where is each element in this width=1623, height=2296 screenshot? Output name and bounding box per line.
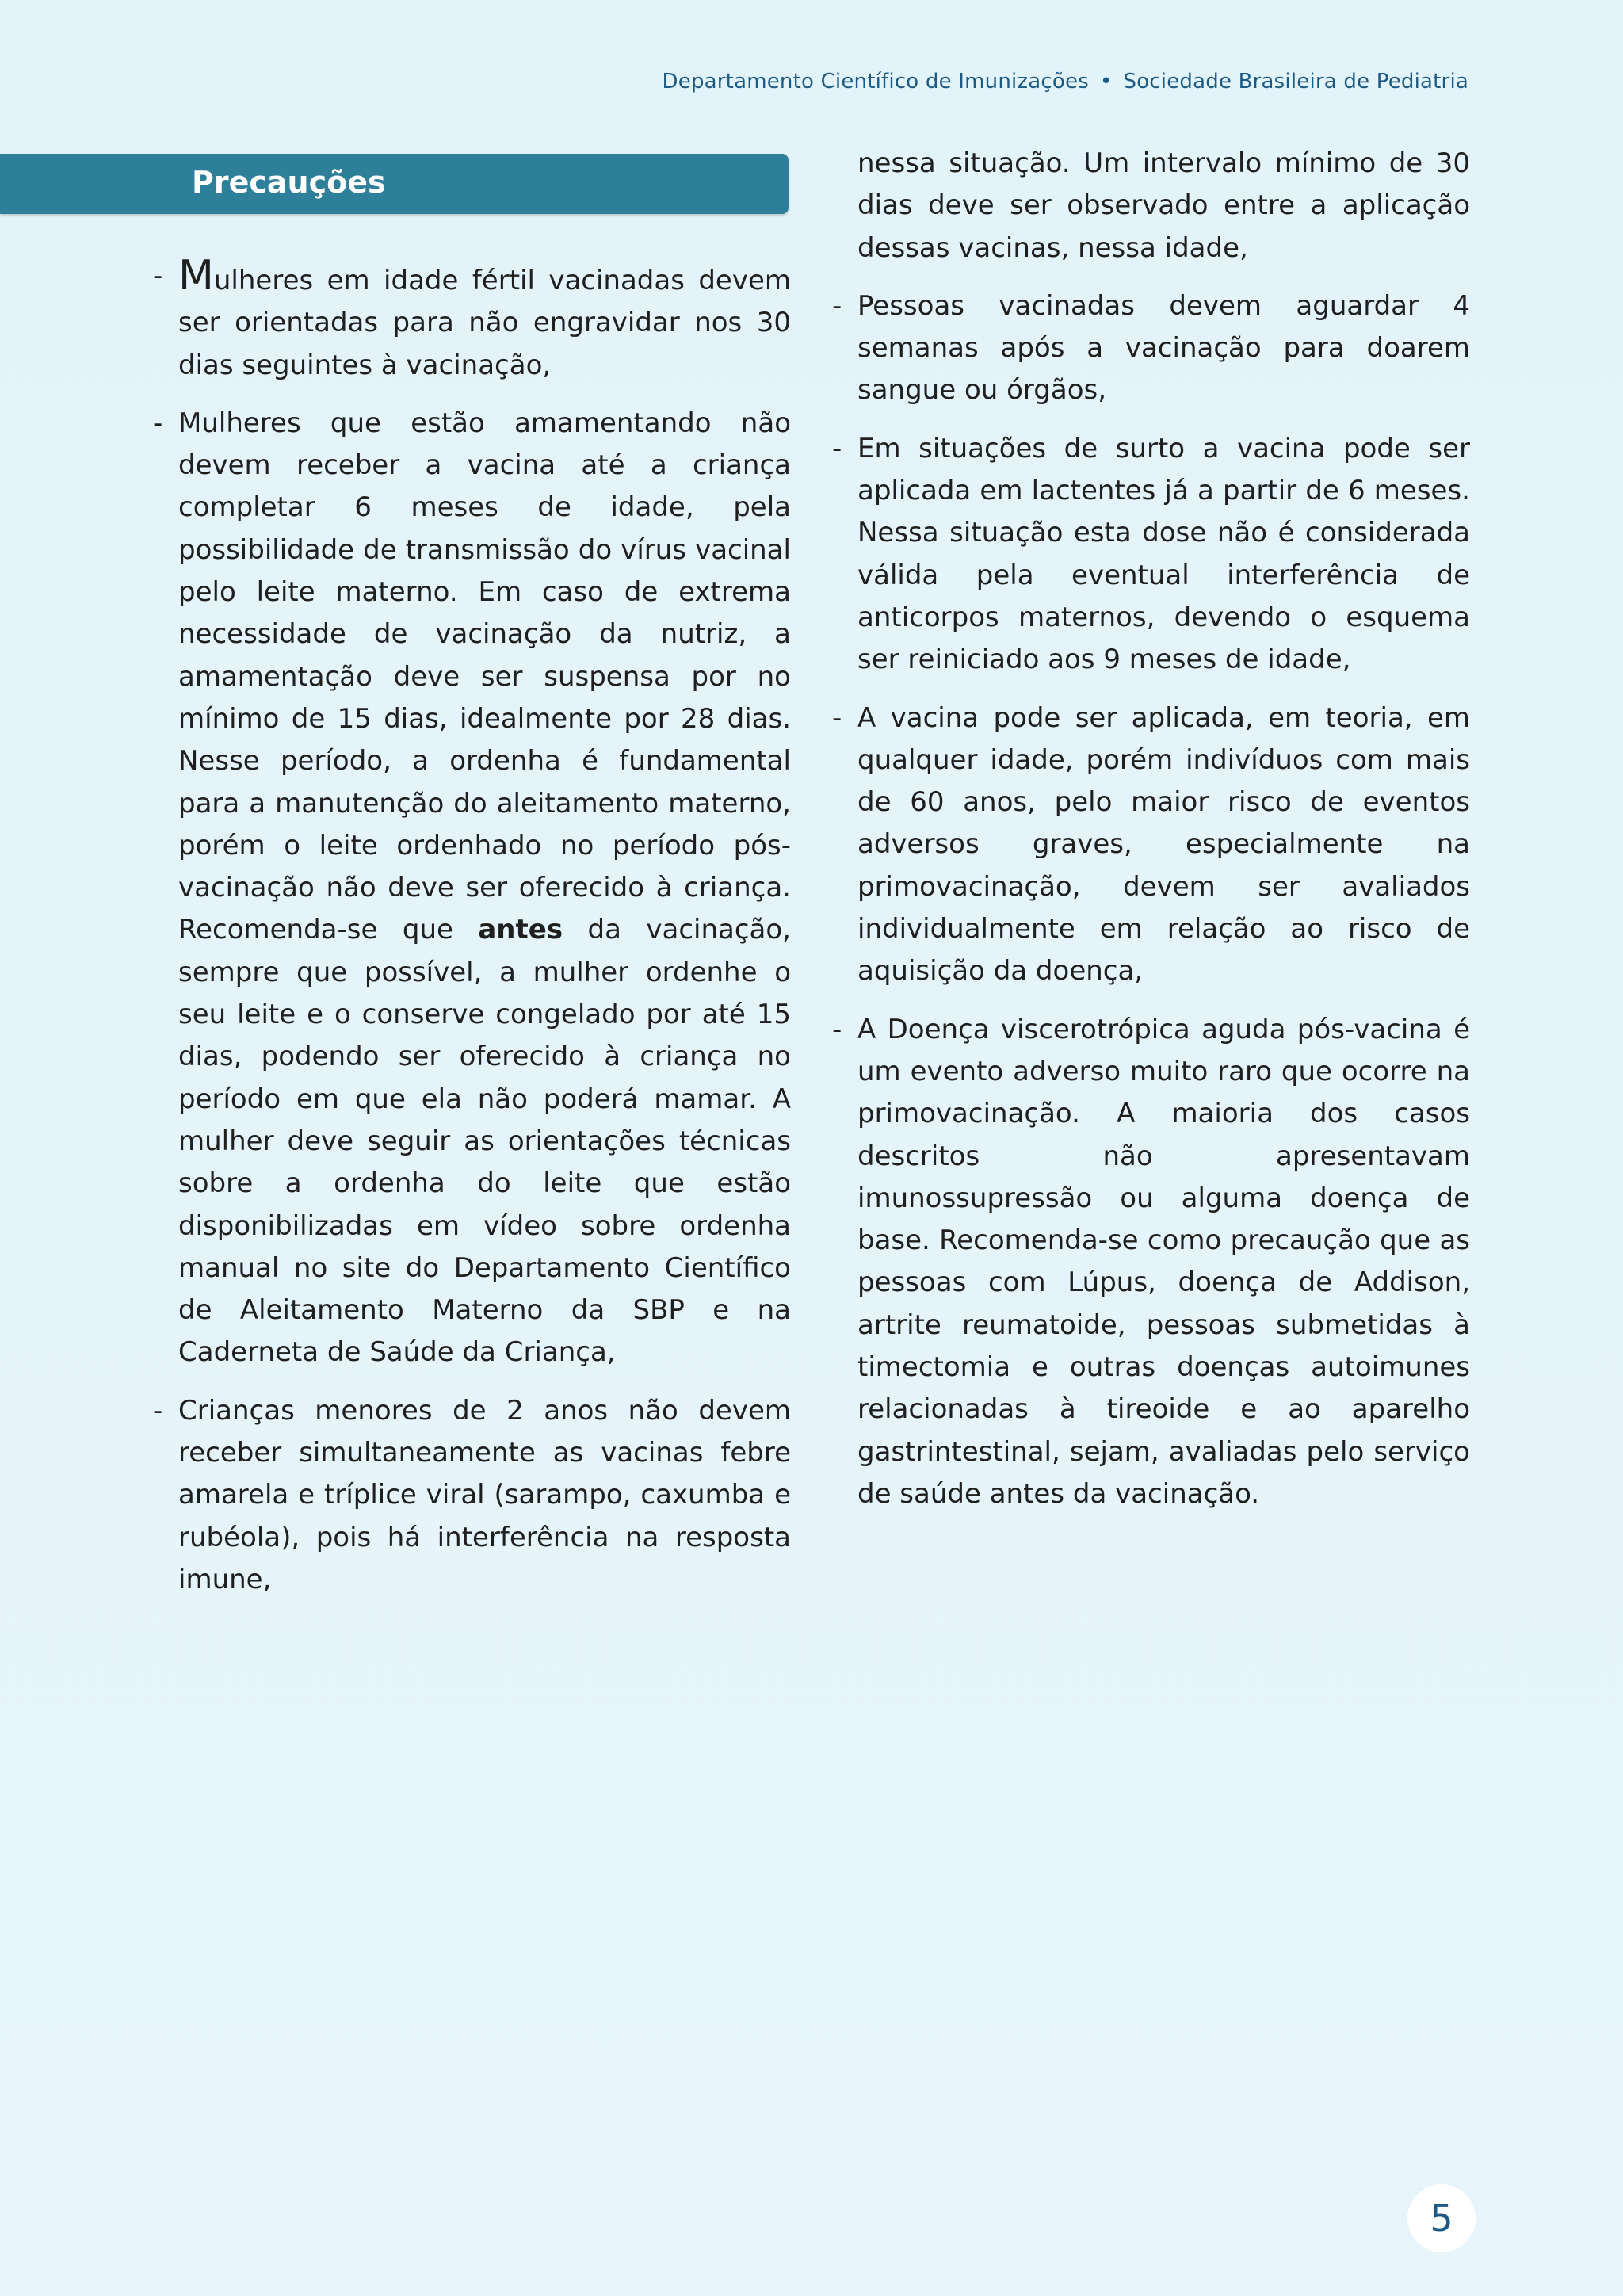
- bullet-dash: -: [832, 432, 842, 464]
- section-title: Precauções: [192, 165, 386, 200]
- bullet-dash: -: [832, 289, 842, 322]
- running-header: [663, 70, 1468, 94]
- bullet-dash: -: [153, 1394, 163, 1427]
- right-column: [832, 143, 1470, 1531]
- item-1-text: ulheres em idade fértil vacinadas devem ser orientadas para não engravidar nos 30 dias seguintes à vacinação,: [178, 265, 791, 381]
- item-5-text: Em situações de surto a vacina pode ser aplicada em lactentes já a partir de 6 meses. Nessa situação esta dose não é considerada válida pela eventual interferência de anticorpos maternos, devendo o esquema ser reiniciado aos 9 meses de idade,: [857, 432, 1470, 676]
- item-4-text: Pessoas vacinadas devem aguardar 4 semanas após a vacinação para doarem sangue ou órgãos,: [857, 289, 1470, 407]
- list-item: [153, 252, 791, 387]
- header-separator: •: [1099, 70, 1113, 94]
- header-society: Sociedade Brasileira de Pediatria: [1123, 70, 1468, 94]
- list-item: [832, 697, 1470, 993]
- item-6-text: A vacina pode ser aplicada, em teoria, em qualquer idade, porém indivíduos com mais de 60 anos, pelo maior risco de eventos adversos graves, especialmente na primovacinação, devem ser avaliados individualmente em relação ao risco de aquisição da doença,: [857, 701, 1470, 988]
- bullet-dash: -: [832, 1013, 842, 1045]
- item-2-text-after: da vacinação, sempre que possível, a mulher ordenhe o seu leite e o conserve congelado por até 15 dias, podendo ser oferecido à criança no período em que ela não poderá mamar. A mulher deve seguir as orientações técnicas sobre a ordenha do leite que estão disponibilizadas em vídeo sobre ordenha manual no site do Departamento Científico de Aleitamento Materno da SBP e na Caderneta de Saúde da Criança,: [178, 914, 791, 1369]
- list-item-text: [178, 252, 791, 387]
- list-item-text: [178, 403, 791, 1374]
- item-2-bold-word: antes: [478, 914, 563, 946]
- header-department: Departamento Científico de Imunizações: [662, 70, 1089, 94]
- list-item: [832, 428, 1470, 682]
- list-item: [832, 1009, 1470, 1516]
- section-banner: [0, 154, 789, 214]
- list-item: [153, 403, 791, 1374]
- item-7-text: A Doença viscerotrópica aguda pós-vacina é um evento adverso muito raro que ocorre na primovacinação. A maioria dos casos descritos não apresentavam imunossupressão ou alguma doença de base. Recomenda-se como precaução que as pessoas com Lúpus, doença de Addison, artrite reumatoide, pessoas submetidas à timectomia e outras doenças autoimunes relacionadas à tireoide e ao aparelho gastrintestinal, sejam, avaliadas pelo serviço de saúde antes da vacinação.: [857, 1013, 1470, 1510]
- list-item: [153, 1390, 791, 1601]
- page-number: 5: [1407, 2184, 1476, 2252]
- item-3-text: Crianças menores de 2 anos não devem receber simultaneamente as vacinas febre amarela e tríplice viral (sarampo, caxumba e rubéola), pois há interferência na resposta imune,: [178, 1394, 791, 1595]
- item-2-text-before: Mulheres que estão amamentando não devem receber a vacina até a criança completar 6 meses de idade, pela possibilidade de transmissão do vírus vacinal pelo leite materno. Em caso de extrema necessidade de vacinação da nutriz, a amamentação deve ser suspensa por no mínimo de 15 dias, idealmente por 28 dias. Nesse período, a ordenha é fundamental para a manutenção do aleitamento materno, porém o leite ordenhado no período pós-vacinação não deve ser oferecido à criança. Recomenda-se que: [178, 407, 791, 946]
- bullet-dash: -: [153, 407, 163, 439]
- bullet-dash: -: [153, 260, 163, 292]
- continuation-text: nessa situação. Um intervalo mínimo de 30 dias deve ser observado entre a aplicação dessas vacinas, nessa idade,: [857, 147, 1470, 264]
- drop-cap: M: [178, 252, 214, 300]
- bullet-dash: -: [832, 701, 842, 734]
- left-column: [153, 252, 791, 1617]
- list-item: [832, 285, 1470, 412]
